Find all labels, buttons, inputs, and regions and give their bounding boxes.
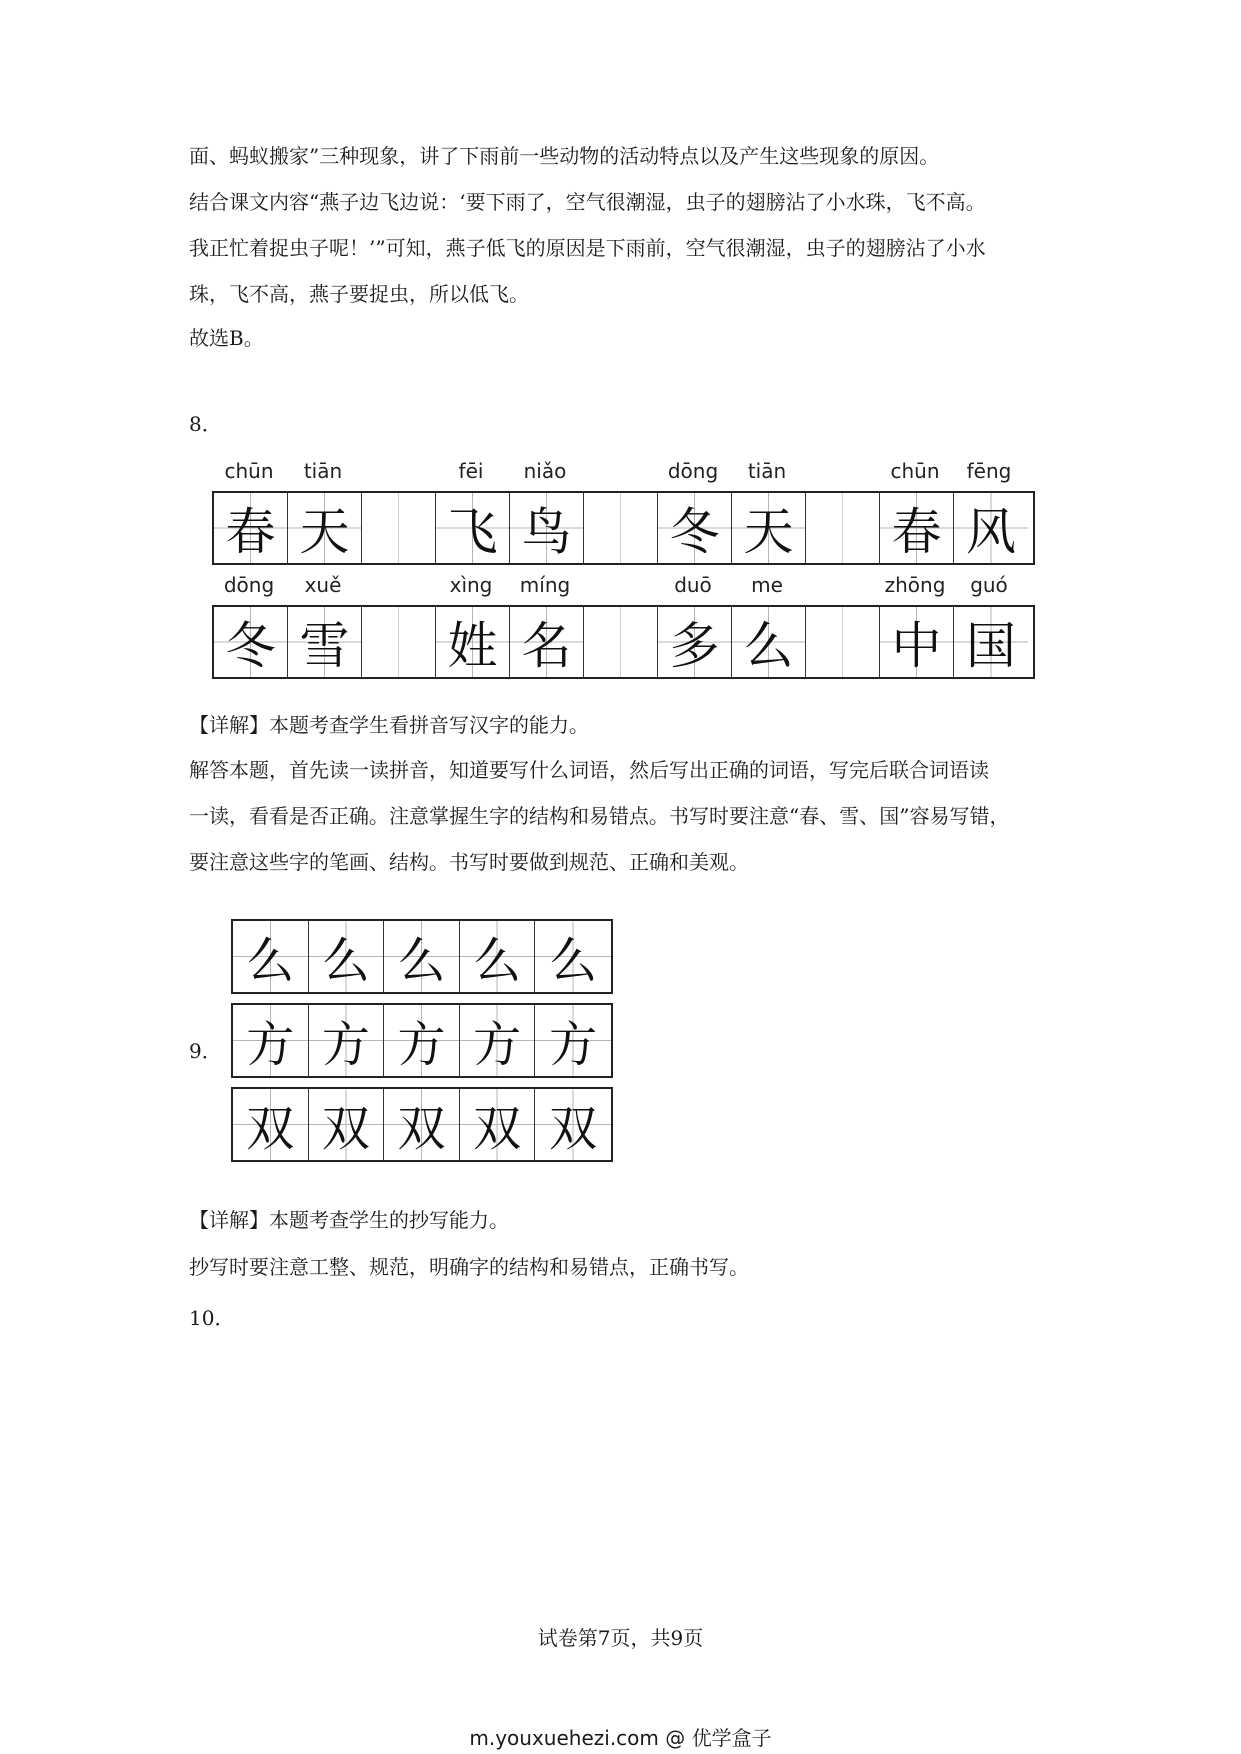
q9-detail-heading: 【详解】本题考查学生的抄写能力。 [189, 1208, 509, 1232]
q9-row-1 [231, 919, 613, 994]
q7-line-4: 珠，飞不高，燕子要捉虫，所以低飞。 [189, 282, 529, 306]
pinyin: míng [519, 573, 571, 597]
q7-line-5: 故选B。 [189, 326, 264, 350]
char-cell: 么 [384, 921, 460, 992]
blank-cell [584, 493, 658, 563]
pinyin: duō [674, 573, 712, 597]
char-cell: 春 [214, 493, 288, 563]
q8-pinyin-row-2 [212, 567, 1035, 605]
pinyin: chūn [890, 459, 940, 483]
q8-pinyin-grid [212, 453, 1035, 681]
char-cell: 雪 [288, 607, 362, 677]
char-cell: 方 [233, 1005, 309, 1076]
pinyin: guó [970, 573, 1008, 597]
pinyin: chūn [224, 459, 274, 483]
char-cell: 冬 [658, 493, 732, 563]
q9-row-3 [231, 1087, 613, 1162]
char-cell: 么 [233, 921, 309, 992]
char-cell: 风 [954, 493, 1028, 563]
blank-cell [362, 607, 436, 677]
char-cell: 天 [288, 493, 362, 563]
char-cell: 国 [954, 607, 1028, 677]
blank-cell [362, 493, 436, 563]
char-cell: 名 [510, 607, 584, 677]
pinyin: dōng [667, 459, 719, 483]
q7-line-2: 结合课文内容“燕子边飞边说：‘要下雨了，空气很潮湿，虫子的翅膀沾了小水珠，飞不高。 [189, 190, 986, 214]
page-number: 试卷第7页，共9页 [537, 1626, 704, 1650]
char-cell: 方 [384, 1005, 460, 1076]
q8-detail-line: 一读，看看是否正确。注意掌握生字的结构和易错点。书写时要注意“春、雪、国”容易写错， [189, 804, 1010, 828]
q7-line-1: 面、蚂蚁搬家”三种现象，讲了下雨前一些动物的活动特点以及产生这些现象的原因。 [189, 144, 940, 168]
char-cell: 方 [309, 1005, 385, 1076]
char-cell: 双 [384, 1089, 460, 1160]
pinyin: dōng [223, 573, 275, 597]
q8-detail-line: 解答本题，首先读一读拼音，知道要写什么词语，然后写出正确的词语，写完后联合词语读 [189, 758, 989, 782]
q9-number: 9． [189, 1039, 222, 1063]
q9-row-2 [231, 1003, 613, 1078]
pinyin: fēi [458, 459, 484, 483]
q8-char-row-2 [212, 605, 1035, 679]
q7-line-3: 我正忙着捉虫子呢！’”可知，燕子低飞的原因是下雨前，空气很潮湿，虫子的翅膀沾了小水 [189, 236, 986, 260]
char-cell: 飞 [436, 493, 510, 563]
char-cell: 鸟 [510, 493, 584, 563]
q8-row-1 [212, 453, 1035, 567]
pinyin: zhōng [884, 573, 946, 597]
q8-detail-heading: 【详解】本题考查学生看拼音写汉字的能力。 [189, 713, 589, 737]
blank-cell [806, 607, 880, 677]
pinyin: fēng [966, 459, 1012, 483]
pinyin: me [751, 573, 783, 597]
char-cell: 双 [233, 1089, 309, 1160]
char-cell: 春 [880, 493, 954, 563]
pinyin: niǎo [523, 459, 567, 483]
char-cell: 双 [460, 1089, 536, 1160]
char-cell: 姓 [436, 607, 510, 677]
pinyin: tiān [303, 459, 343, 483]
pinyin: xìng [449, 573, 493, 597]
char-cell: 么 [309, 921, 385, 992]
char-cell: 么 [732, 607, 806, 677]
char-cell: 么 [535, 921, 611, 992]
char-cell: 么 [460, 921, 536, 992]
char-cell: 方 [535, 1005, 611, 1076]
q8-detail-line: 要注意这些字的笔画、结构。书写时要做到规范、正确和美观。 [189, 850, 749, 874]
char-cell: 多 [658, 607, 732, 677]
blank-cell [584, 607, 658, 677]
q8-char-row-1 [212, 491, 1035, 565]
q9-detail-line: 抄写时要注意工整、规范，明确字的结构和易错点，正确书写。 [189, 1255, 749, 1279]
char-cell: 中 [880, 607, 954, 677]
q8-number: 8． [189, 412, 222, 436]
char-cell: 方 [460, 1005, 536, 1076]
char-cell: 双 [535, 1089, 611, 1160]
char-cell: 双 [309, 1089, 385, 1160]
blank-cell [806, 493, 880, 563]
q10-number: 10． [189, 1306, 235, 1330]
pinyin: tiān [747, 459, 787, 483]
char-cell: 天 [732, 493, 806, 563]
q9-copy-grid [231, 919, 613, 1171]
q8-pinyin-row-1 [212, 453, 1035, 491]
q8-row-2 [212, 567, 1035, 681]
pinyin: xuě [304, 573, 342, 597]
watermark: m.youxuehezi.com @ 优学盒子 [469, 1726, 772, 1750]
char-cell: 冬 [214, 607, 288, 677]
